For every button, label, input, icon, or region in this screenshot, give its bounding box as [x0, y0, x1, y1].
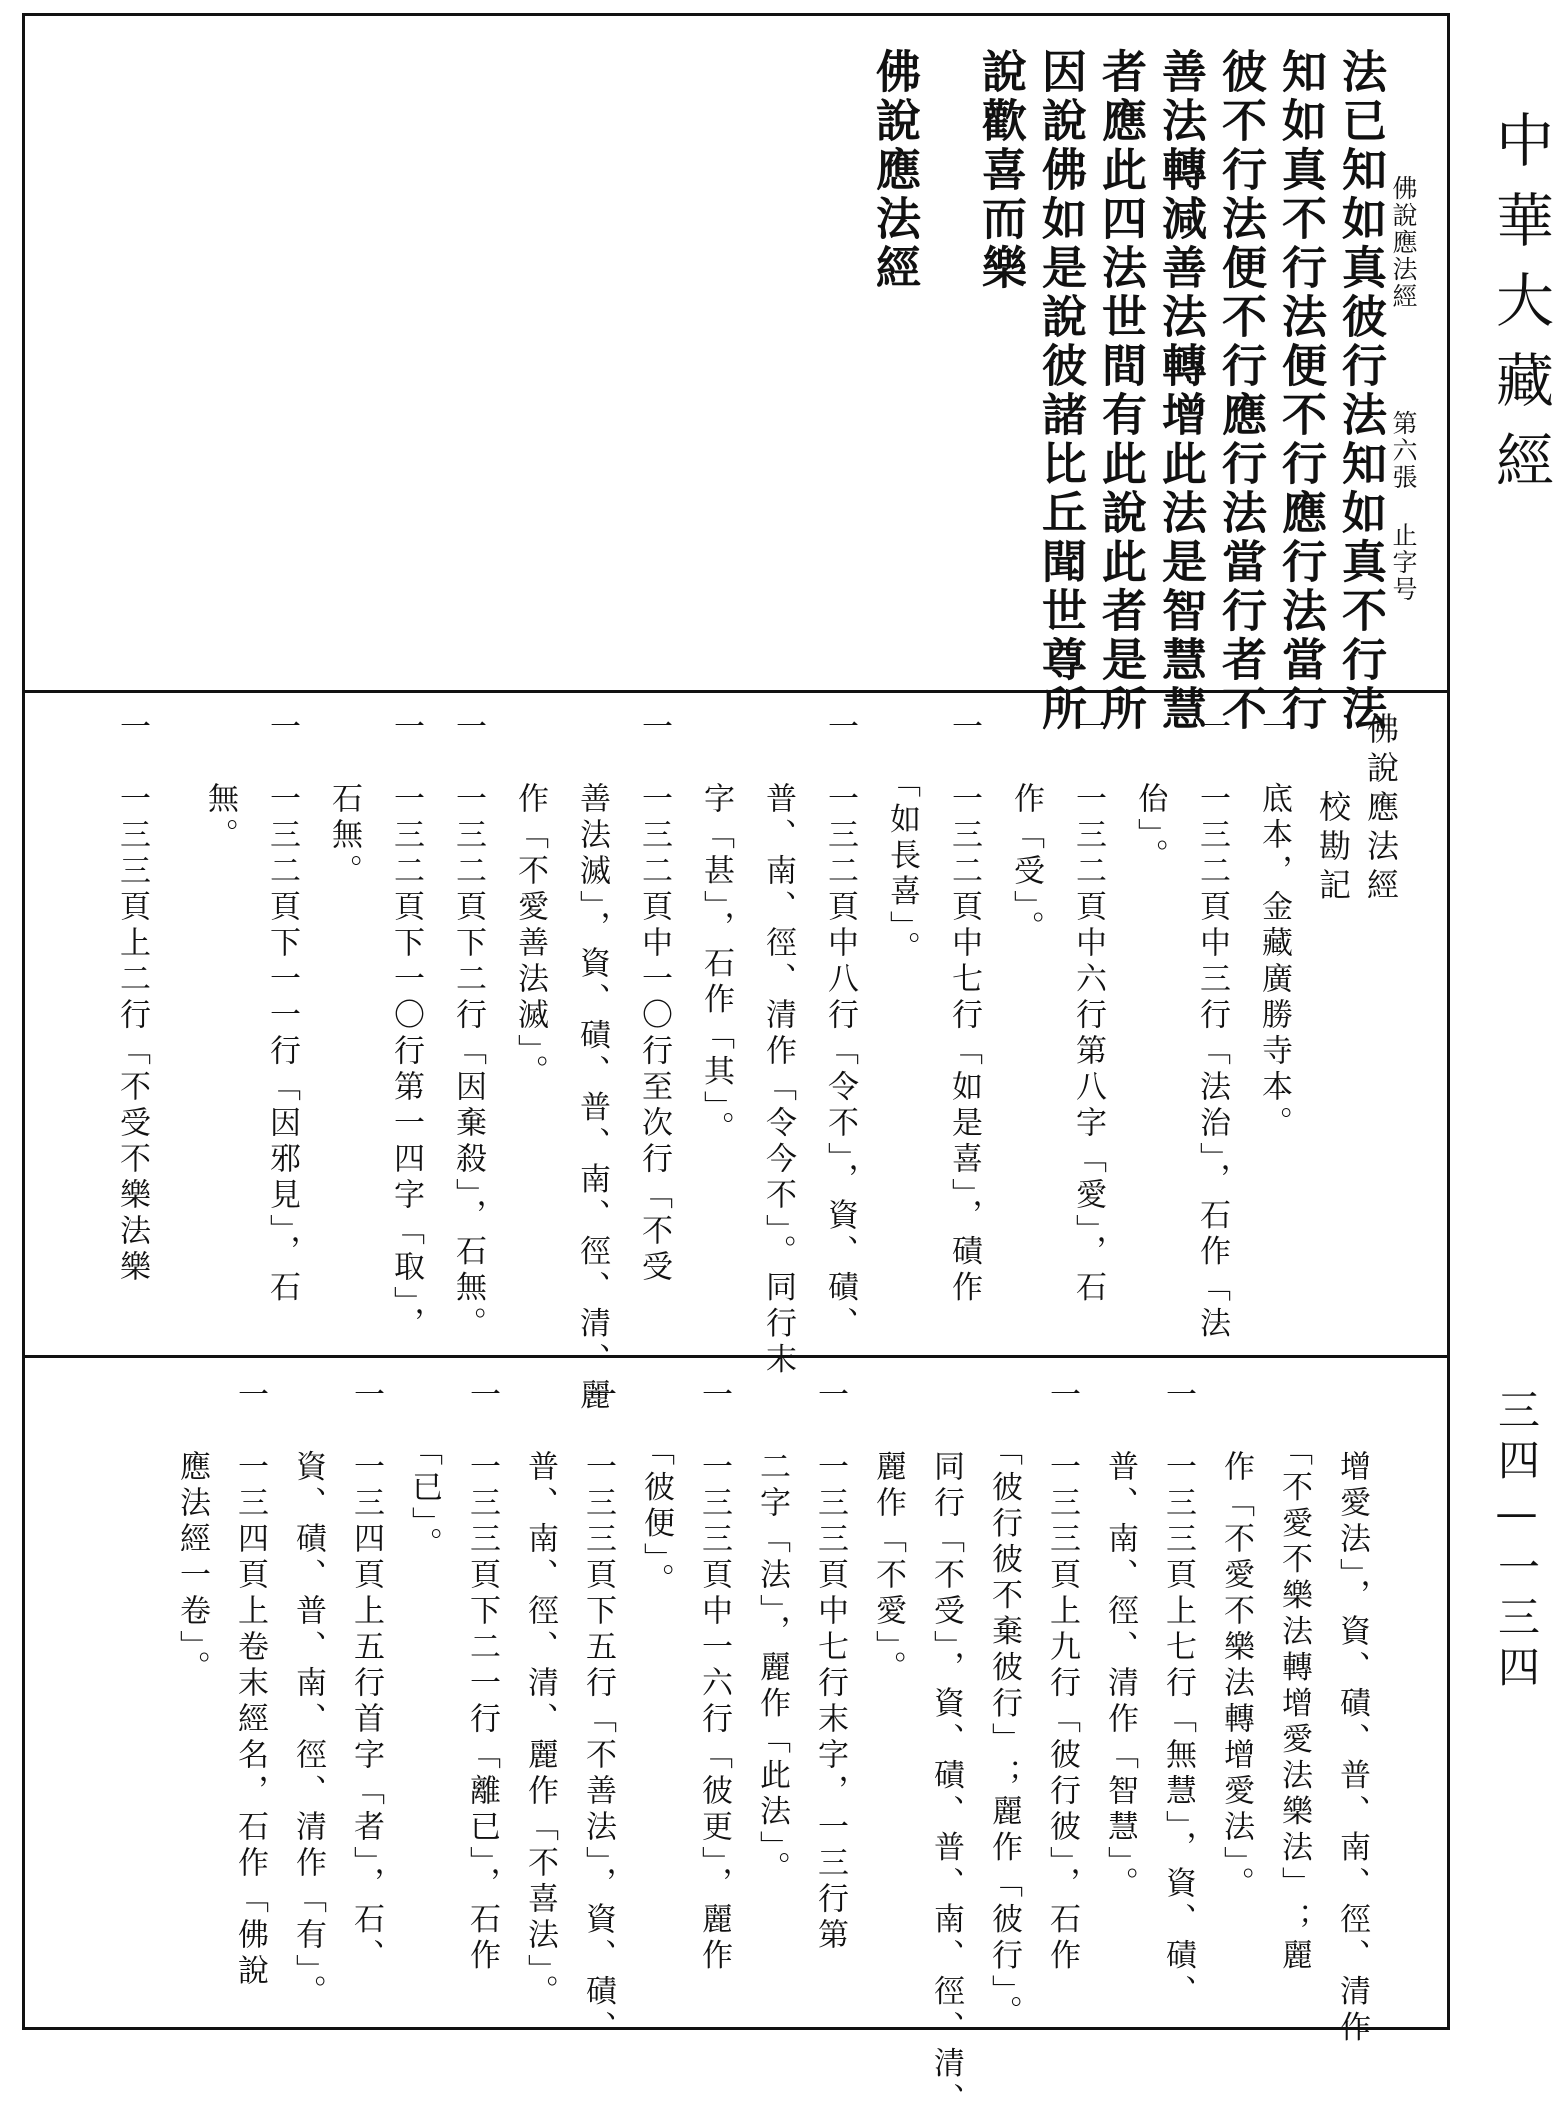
sutra-end-title: 佛說應法經 [868, 48, 921, 293]
note-column: 一 一三三頁下二一行「離已」，石作 [464, 1378, 500, 1975]
note-column: 一 一三三頁上九行「彼行彼」，石作 [1044, 1378, 1080, 1975]
note-column: 一 一三二頁下一〇行第一四字「取」， [388, 710, 424, 1343]
note-column: 石無。 [326, 710, 362, 890]
folio-header-sheet: 第六張 止字号 [1389, 410, 1418, 603]
note-column: 一 一三三頁中七行末字，一三行第 [812, 1378, 848, 1954]
note-column: 同行「不受」，資、磧、普、南、徑、清、 [928, 1378, 964, 2119]
note-column: 一 一三二頁下二行「因棄殺」，石無。 [450, 710, 486, 1343]
note-column: 普、南、徑、清、麗作「不喜法」。 [522, 1378, 558, 2011]
note-column: 一 一三三頁上二行「不受不樂法樂 [114, 710, 150, 1286]
page-number: 三四—一三四 [1492, 1388, 1541, 1695]
note-column: 一 一三三頁中一六行「彼更」，麗作 [696, 1378, 732, 1975]
note-column: 普、南、徑、清作「智慧」。 [1102, 1378, 1138, 1903]
text-column: 說歡喜而樂 [974, 48, 1027, 293]
note-column: 增愛法」，資、磧、普、南、徑、清作 [1334, 1378, 1370, 2047]
text-column: 善法轉減善法轉增此法是智慧慧 [1154, 48, 1207, 734]
collation-subtitle: 校勘記 [1314, 790, 1352, 907]
note-column: 一 一三三頁下五行「不善法」，資、磧、 [580, 1378, 616, 2047]
section-divider-bottom [25, 1355, 1447, 1358]
note-column: 麗作「不愛」。 [870, 1378, 906, 1687]
note-column: 一 一三四頁上卷末經名，石作「佛說 [232, 1378, 268, 1990]
text-column: 彼不行法便不行應行法當行者不 [1214, 48, 1267, 734]
note-column: 「彼便」。 [638, 1378, 674, 1599]
text-column: 者應此四法世間有此說此者是所 [1094, 48, 1147, 734]
note-column: 一 一三二頁中一〇行至次行「不受 [636, 710, 672, 1286]
folio-header-title: 佛說應法經 [1389, 175, 1418, 310]
note-column: 普、南、徑、清作「令今不」。同行末 [760, 710, 796, 1379]
note-column: 佁」。 [1132, 710, 1168, 875]
note-column: 作「不愛善法滅」。 [512, 710, 548, 1091]
note-column: 一 一三四頁上五行首字「者」，石、 [348, 1378, 384, 1975]
note-column: 一 一三二頁中七行「如是喜」，磧作 [946, 710, 982, 1307]
note-column: 作「不愛不樂法轉增愛法」。 [1218, 1378, 1254, 1903]
note-column: 字「甚」，石作「其」。 [698, 710, 734, 1147]
note-column: 「彼行彼不棄彼行」；麗作「彼行」。 [986, 1378, 1022, 2031]
note-column: 作「受」。 [1008, 710, 1044, 947]
note-column: 「不愛不樂法轉增愛法樂法」；麗 [1276, 1378, 1312, 1975]
note-column: 「如長喜」。 [884, 710, 920, 967]
note-column: 一 一三三頁上七行「無慧」，資、磧、 [1160, 1378, 1196, 2011]
note-column: 善法滅」，資、磧、普、南、徑、清、麗 [574, 710, 610, 1415]
note-column: 一 一三二頁中八行「令不」，資、磧、 [822, 710, 858, 1343]
note-column: 應法經一卷」。 [174, 1378, 210, 1687]
note-column: 一 底本，金藏廣勝寺本。 [1256, 710, 1292, 1142]
note-column: 一 一三二頁下一一行「因邪見」，石 [264, 710, 300, 1307]
text-column: 知如真不行法便不行應行法當行 [1274, 48, 1327, 734]
text-column: 法已知如真彼行法知如真不行法 [1334, 48, 1387, 734]
note-column: 二字「法」，麗作「此法」。 [754, 1378, 790, 1887]
collation-title: 佛說應法經 [1362, 712, 1400, 907]
note-column: 「已」。 [406, 1378, 442, 1563]
note-column: 一 一三二頁中三行「法治」，石作「法 [1194, 710, 1230, 1343]
collection-title: 中華大藏經 [1486, 110, 1554, 510]
note-column: 一 一三二頁中六行第八字「愛」，石 [1070, 710, 1106, 1307]
text-column: 因說佛如是說彼諸比丘聞世尊所 [1034, 48, 1087, 734]
note-column: 無。 [202, 710, 238, 854]
note-column: 資、磧、普、南、徑、清作「有」。 [290, 1378, 326, 2011]
